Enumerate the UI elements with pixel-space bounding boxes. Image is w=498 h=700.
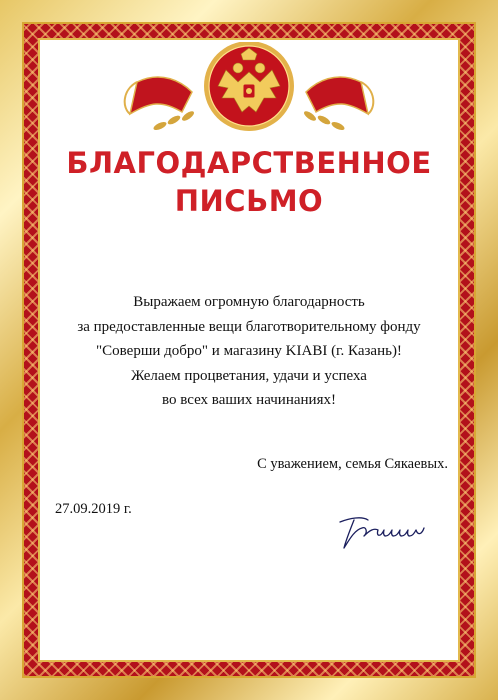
coat-of-arms-emblem-icon [42, 42, 456, 152]
body-line: Выражаем огромную благодарность [133, 294, 365, 310]
letter-title-line1: БЛАГОДАРСТВЕННОЕ [66, 146, 432, 180]
signature-icon [332, 508, 432, 554]
body-line: Желаем процветания, удачи и успеха [131, 367, 367, 384]
regards-signoff: С уважением, семья Сякаевых. [257, 456, 448, 472]
letter-date: 27.09.2019 г. [55, 501, 132, 517]
letter-content [42, 42, 456, 658]
body-line: во всех ваших начинаниях! [162, 392, 336, 408]
body-line: за предоставленные вещи благотворительному фонду [77, 318, 421, 335]
body-line: "Соверши добро" и магазину KIABI (г. Казань)! [96, 343, 402, 359]
letter-title-line2: ПИСЬМО [174, 184, 324, 218]
letter-body [42, 290, 456, 413]
